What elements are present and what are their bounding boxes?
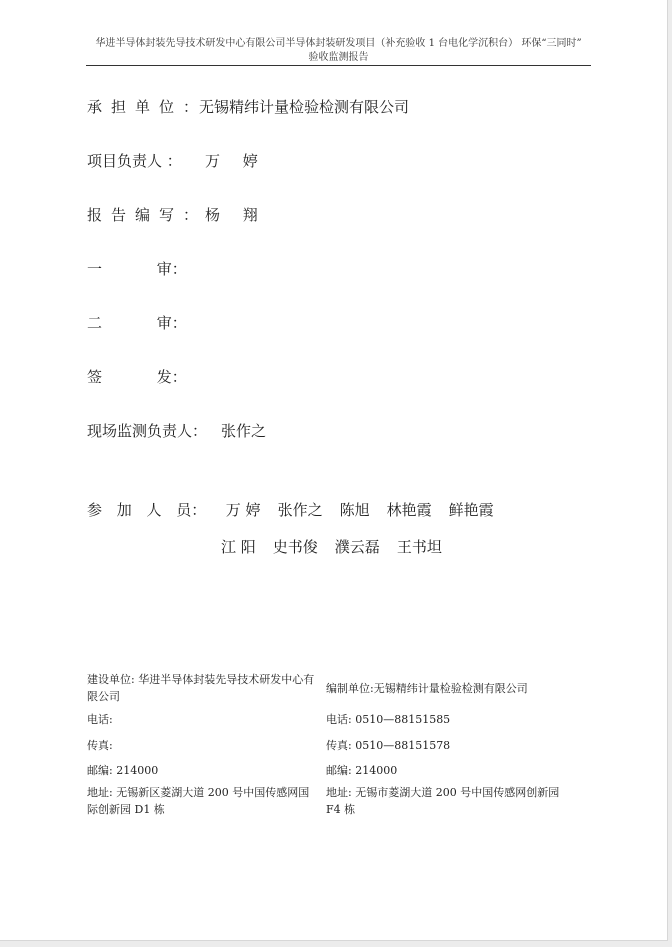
sign-label: 签 发：: [87, 368, 187, 386]
participants-row-2: [221, 538, 459, 556]
undertaker-value: 无锡精纬计量检验检测有限公司: [199, 98, 410, 116]
onsite-value: 张作之: [221, 422, 267, 440]
participant-name: 张作之: [277, 501, 323, 519]
builder-address: 地址: 无锡新区菱湖大道 200 号中国传感网国际创新园 D1 栋: [87, 786, 310, 816]
participants-row: [87, 501, 511, 519]
header-title-line2: 验收监测报告: [308, 52, 369, 63]
review2-row: [87, 314, 187, 332]
undertaker-row: [87, 98, 409, 116]
header-title-line1: 华进半导体封装先导技术研发中心有限公司半导体封装研发项目（补充验收 1 台电化学沉积台） 环保“三同时”: [95, 38, 582, 49]
participant-name: 鲜艳霞: [448, 501, 494, 519]
undertaker-label: 承担单位：: [87, 98, 208, 116]
report-header: [86, 37, 591, 65]
sign-row: [87, 368, 187, 386]
compiler-address: 地址: 无锡市菱湖大道 200 号中国传感网创新园 F4 栋: [326, 786, 560, 816]
leader-value: 万 婷: [205, 152, 267, 170]
onsite-row: [87, 422, 266, 440]
builder-postcode: 邮编: 214000: [87, 764, 159, 777]
review1-row: [87, 260, 187, 278]
leader-row: [87, 152, 267, 170]
builder-phone: 电话:: [87, 713, 113, 726]
participant-name: 万 婷: [225, 501, 261, 519]
participants-label: 参 加 人 员：: [87, 501, 207, 519]
writer-value: 杨 翔: [205, 206, 267, 224]
participant-name: 濮云磊: [334, 538, 380, 556]
writer-row: [87, 206, 267, 224]
writer-label: 报告编写：: [87, 206, 208, 224]
leader-label: 项目负责人 ：: [87, 152, 182, 170]
compiler-postcode: 邮编: 214000: [326, 764, 398, 777]
participants-list-2: [221, 538, 459, 556]
review2-label: 二 审：: [87, 314, 187, 332]
participant-name: 陈旭: [339, 501, 370, 519]
compiler-unit: 编制单位:无锡精纬计量检验检测有限公司: [326, 682, 528, 695]
builder-fax: 传真:: [87, 739, 113, 752]
compiler-fax: 传真: 0510—88151578: [326, 739, 451, 752]
participant-name: 史书俊: [272, 538, 318, 556]
header-divider: [86, 65, 591, 66]
participants-list-1: [221, 501, 511, 519]
participant-name: 王书坦: [396, 538, 442, 556]
participant-name: 林艳霞: [386, 501, 432, 519]
participant-name: 江 阳: [221, 538, 256, 556]
onsite-label: 现场监测负责人：: [87, 422, 208, 440]
builder-unit: 建设单位: 华进半导体封装先导技术研发中心有限公司: [87, 673, 315, 703]
review1-label: 一 审：: [87, 260, 187, 278]
compiler-phone: 电话: 0510—88151585: [326, 713, 451, 726]
